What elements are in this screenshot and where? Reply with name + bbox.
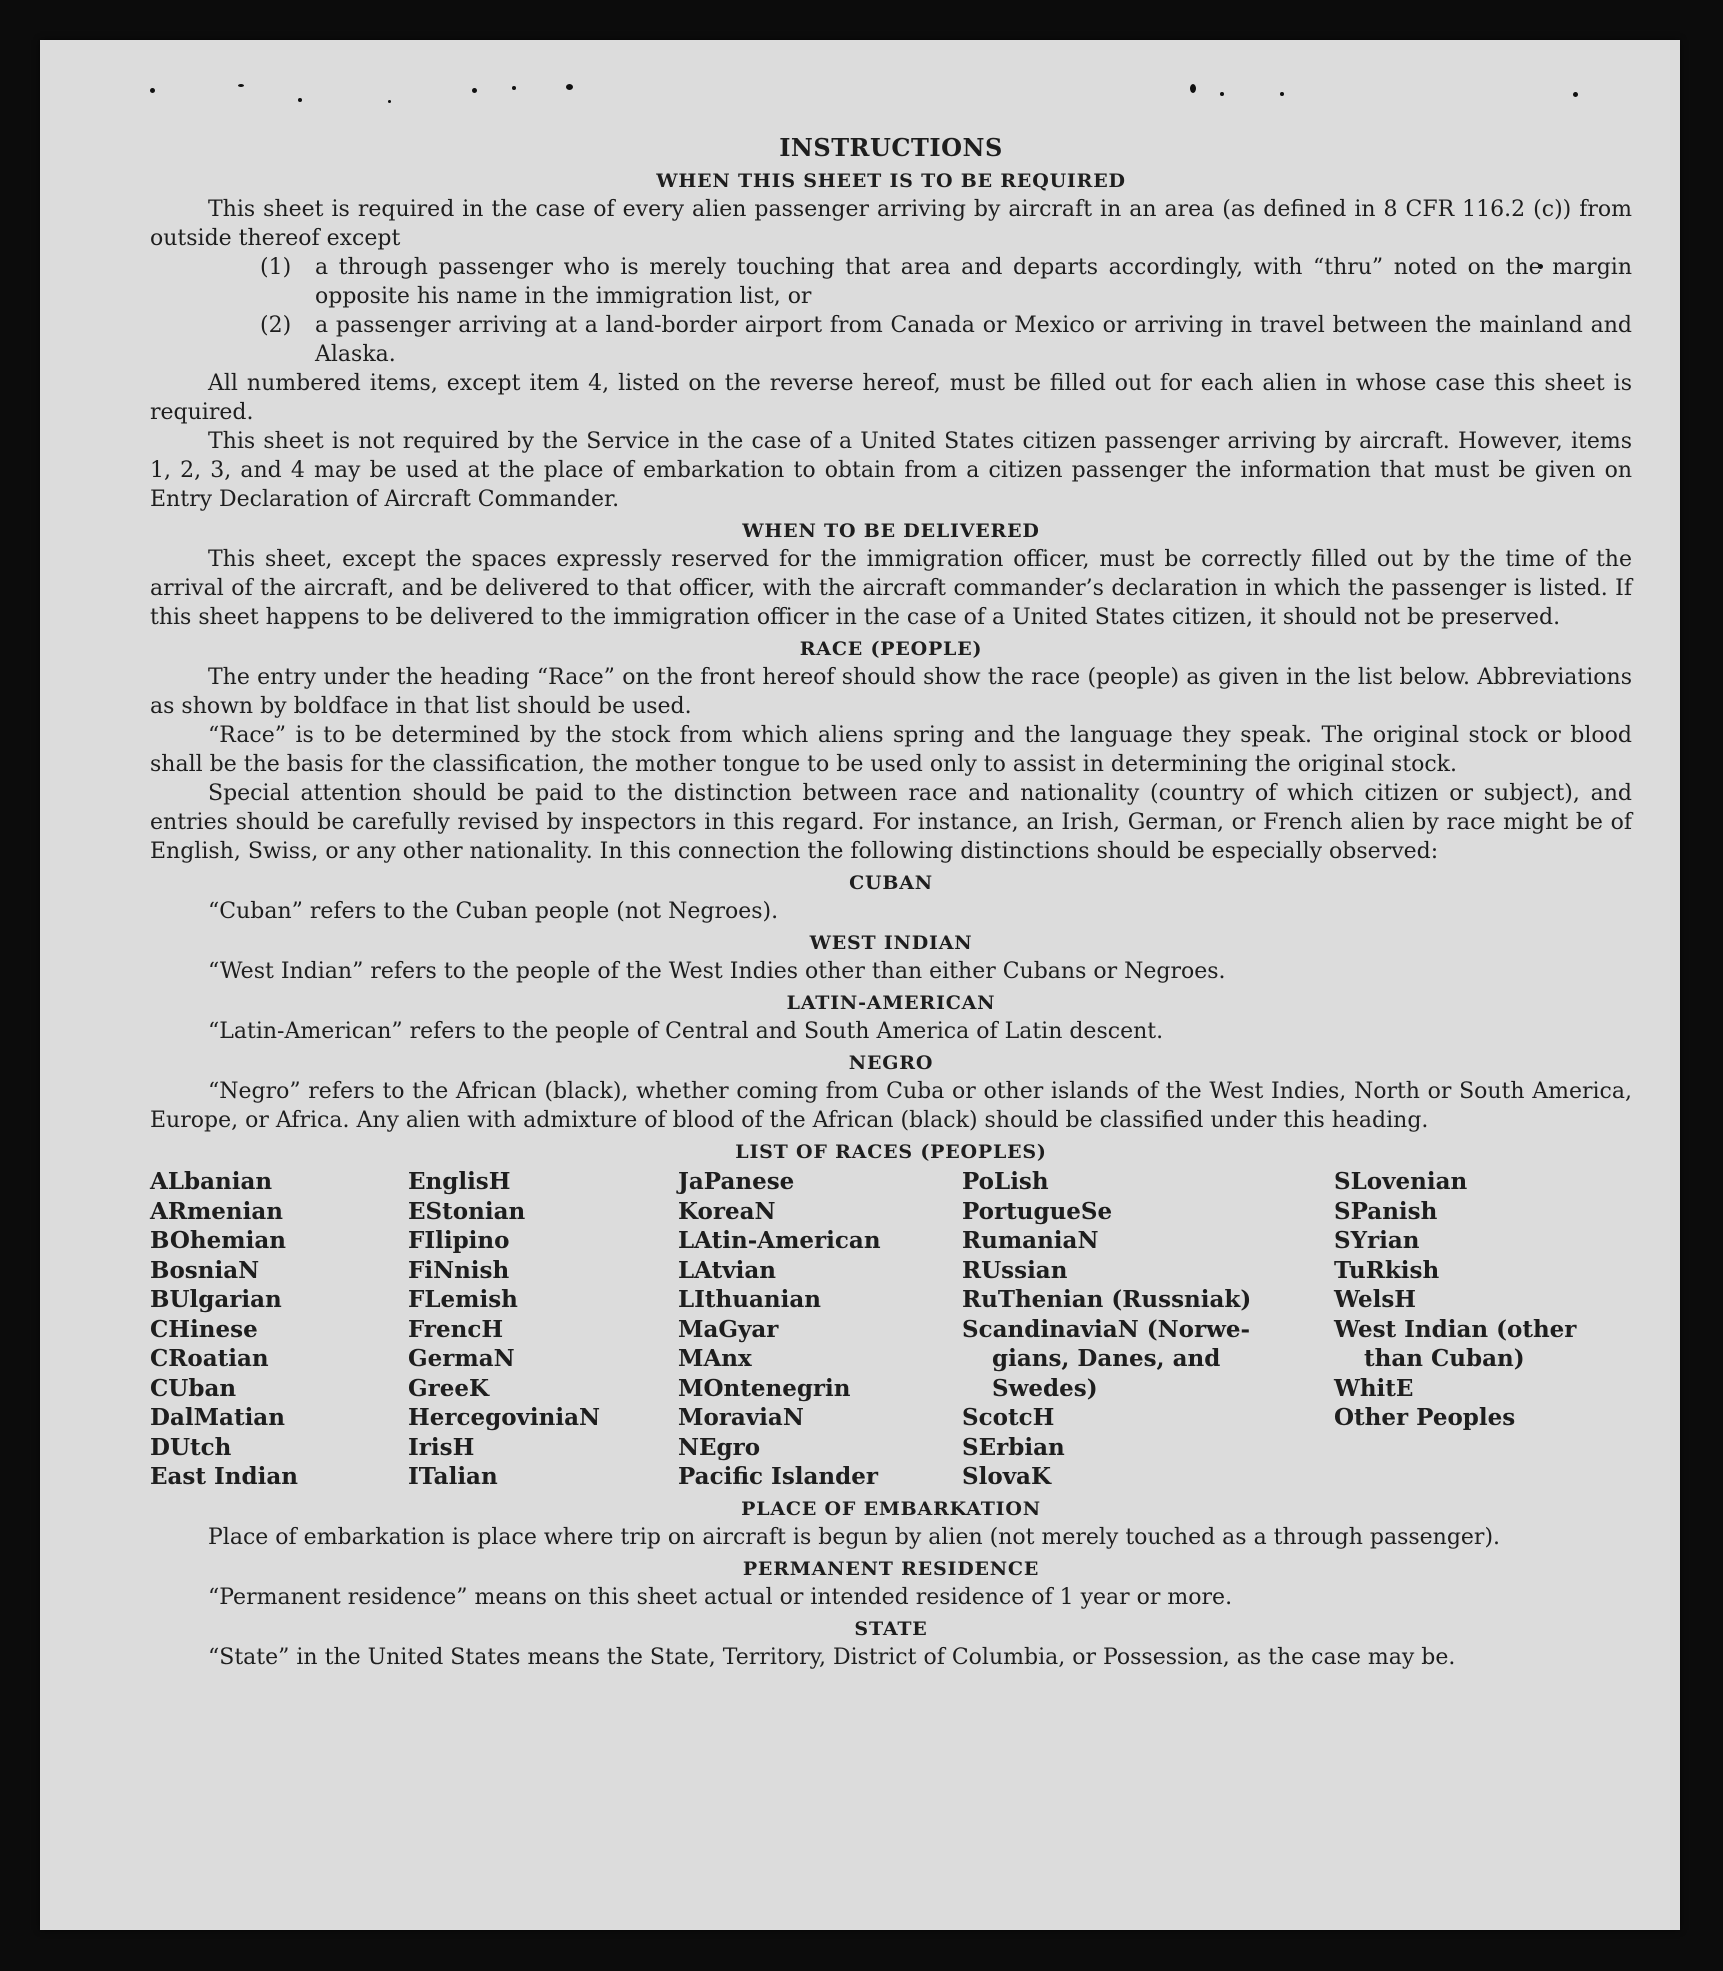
page-title: INSTRUCTIONS <box>779 133 1003 162</box>
race-entry: MOntenegrin <box>678 1374 851 1402</box>
race-entry: FiNnish <box>408 1256 510 1284</box>
race-entry: PortugueSe <box>962 1197 1113 1225</box>
section-heading-residence: PERMANENT RESIDENCE <box>742 1557 1040 1580</box>
race-entry: EnglisH <box>408 1168 511 1195</box>
paragraph: Special attention should be paid to the distinction between race and nationality (country of which citizen or subject), and entries should be carefully revised by inspectors in this regard. For instance, an Irish, German, or French alien by race might be of English, Swiss, or any other nationality. In this connection the following distinctions should be especially observed: <box>150 781 1632 864</box>
race-entry: MoraviaN <box>678 1404 804 1431</box>
paragraph: “West Indian” refers to the people of the West Indies other than either Cubans or Negroes. <box>208 959 1226 984</box>
race-entry: ALbanian <box>150 1168 273 1195</box>
race-entry: FrencH <box>408 1315 504 1343</box>
race-entry: RuThenian (Russniak) <box>962 1286 1252 1313</box>
section-heading-negro: NEGRO <box>848 1052 934 1074</box>
race-column <box>408 1167 678 1492</box>
race-entry: ITalian <box>408 1463 498 1490</box>
paragraph: “Latin-American” refers to the people of Central and South America of Latin descent. <box>208 1019 1164 1044</box>
paragraph: Place of embarkation is place where trip on aircraft is begun by alien (not merely touched as a through passenger). <box>208 1524 1501 1550</box>
section-heading-state: STATE <box>854 1617 928 1640</box>
section-heading-list-of-races: LIST OF RACES (PEOPLES) <box>735 1141 1047 1163</box>
race-entry: MAnx <box>678 1345 752 1372</box>
instructions-content <box>150 92 1632 1672</box>
list-item <box>260 311 1632 369</box>
section-heading-west-indian: WEST INDIAN <box>809 932 973 954</box>
race-column <box>150 1167 408 1492</box>
section-heading-embarkation: PLACE OF EMBARKATION <box>741 1497 1041 1520</box>
race-entry: MaGyar <box>678 1315 779 1343</box>
race-entry: CUban <box>150 1374 237 1402</box>
race-entry: TuRkish <box>1334 1256 1440 1284</box>
race-entry: Swedes) <box>992 1374 1098 1402</box>
race-column <box>962 1167 1334 1492</box>
race-entry: Other Peoples <box>1334 1404 1516 1431</box>
race-entry: LAtin-American <box>678 1227 881 1254</box>
paragraph: This sheet is not required by the Service in the case of a United States citizen passenger arriving by aircraft. However, items 1, 2, 3, and 4 may be used at the place of embarkation to obtain from a citizen passenger the information that must be given on Entry Declaration of Aircraft Commander. <box>150 429 1632 512</box>
paragraph: This sheet is required in the case of every alien passenger arriving by aircraft in an area (as defined in 8 CFR 116.2 (c)) from outside thereof except <box>150 197 1632 251</box>
race-entry: BosniaN <box>150 1256 260 1284</box>
race-entry: WhitE <box>1334 1374 1414 1402</box>
race-entry: HercegoviniaN <box>408 1404 601 1431</box>
race-entry: than Cuban) <box>1364 1345 1525 1372</box>
race-entry: East Indian <box>150 1463 298 1490</box>
race-entry: ScandinaviaN (Norwe- <box>962 1315 1251 1343</box>
race-entry: CHinese <box>150 1315 258 1343</box>
race-entry: WelsH <box>1334 1286 1417 1313</box>
race-entry: gians, Danes, and <box>992 1345 1221 1372</box>
race-entry: SPanish <box>1334 1197 1438 1225</box>
section-heading-cuban: CUBAN <box>849 872 933 894</box>
race-entry: Pacific Islander <box>678 1463 878 1490</box>
paragraph: “Permanent residence” means on this sheet actual or intended residence of 1 year or more. <box>208 1584 1233 1610</box>
item-number: (1) <box>260 255 292 280</box>
race-entry: JaPanese <box>678 1168 795 1195</box>
race-entry: ScotcH <box>962 1404 1055 1431</box>
race-entry: BUlgarian <box>150 1286 282 1313</box>
paragraph: This sheet, except the spaces expressly reserved for the immigration officer, must be correctly filled out by the time of the arrival of the aircraft, and be delivered to that officer, with the aircraft commander’s declaration in which the passenger is listed. If this sheet happens to be delivered to the immigration officer in the case of a United States citizen, it should not be preserved. <box>150 547 1632 630</box>
document-sheet <box>40 40 1680 1930</box>
race-entry: RUssian <box>962 1256 1068 1284</box>
race-entry: NEgro <box>678 1433 761 1461</box>
race-entry: FIlipino <box>408 1227 510 1254</box>
item-text: a through passenger who is merely touching that area and departs accordingly, with “thru” noted on the margin opposite his name in the immigration list, or <box>315 255 1632 309</box>
race-entry: SlovaK <box>962 1463 1051 1490</box>
paragraph: All numbered items, except item 4, listed on the reverse hereof, must be filled out for each alien in whose case this sheet is required. <box>150 371 1632 425</box>
race-column <box>678 1167 962 1492</box>
list-item <box>260 253 1632 311</box>
race-entry: GreeK <box>408 1374 490 1402</box>
item-text: a passenger arriving at a land-border airport from Canada or Mexico or arriving in travel between the mainland and Alaska. <box>315 313 1632 367</box>
paragraph: “Cuban” refers to the Cuban people (not Negroes). <box>208 899 779 924</box>
race-entry: SLovenian <box>1334 1168 1468 1195</box>
race-entry: GermaN <box>408 1345 515 1372</box>
scan-speck <box>238 84 244 87</box>
scan-speck <box>512 86 516 90</box>
race-entry: DUtch <box>150 1433 232 1461</box>
race-entry: West Indian (other <box>1334 1315 1577 1343</box>
race-entry: RumaniaN <box>962 1227 1099 1254</box>
scan-speck <box>566 84 573 90</box>
race-entry: CRoatian <box>150 1345 269 1372</box>
race-entry: PoLish <box>962 1168 1049 1195</box>
race-entry: EStonian <box>408 1197 526 1225</box>
race-list <box>150 1167 1632 1492</box>
race-entry: ARmenian <box>150 1197 284 1225</box>
paragraph: “State” in the United States means the State, Territory, District of Columbia, or Possession, as the case may be. <box>208 1644 1456 1670</box>
paragraph: The entry under the heading “Race” on the front hereof should show the race (people) as given in the list below. Abbreviations as shown by boldface in that list should be used. <box>150 665 1632 719</box>
paragraph: “Race” is to be determined by the stock from which aliens spring and the language they speak. The original stock or blood shall be the basis for the classification, the mother tongue to be used only to assist in determining the original stock. <box>150 723 1632 777</box>
section-heading-race: RACE (PEOPLE) <box>799 638 983 660</box>
race-entry: SYrian <box>1334 1227 1420 1254</box>
race-entry: SErbian <box>962 1433 1065 1461</box>
race-entry: LAtvian <box>678 1256 776 1284</box>
section-heading-delivered: WHEN TO BE DELIVERED <box>742 520 1040 542</box>
race-entry: LIthuanian <box>678 1286 821 1313</box>
exception-list <box>150 253 1632 369</box>
item-number: (2) <box>260 313 292 338</box>
race-entry: FLemish <box>408 1286 518 1313</box>
race-entry: KoreaN <box>678 1197 776 1225</box>
section-heading-latin-american: LATIN-AMERICAN <box>786 992 996 1014</box>
section-heading-required: WHEN THIS SHEET IS TO BE REQUIRED <box>656 170 1126 192</box>
paragraph: “Negro” refers to the African (black), whether coming from Cuba or other islands of the West Indies, North or South America, Europe, or Africa. Any alien with admixture of blood of the African (black) should be classified under this heading. <box>150 1079 1632 1133</box>
race-entry: DalMatian <box>150 1404 285 1431</box>
race-column <box>1334 1167 1630 1492</box>
race-entry: IrisH <box>408 1433 475 1461</box>
race-entry: BOhemian <box>150 1227 286 1254</box>
